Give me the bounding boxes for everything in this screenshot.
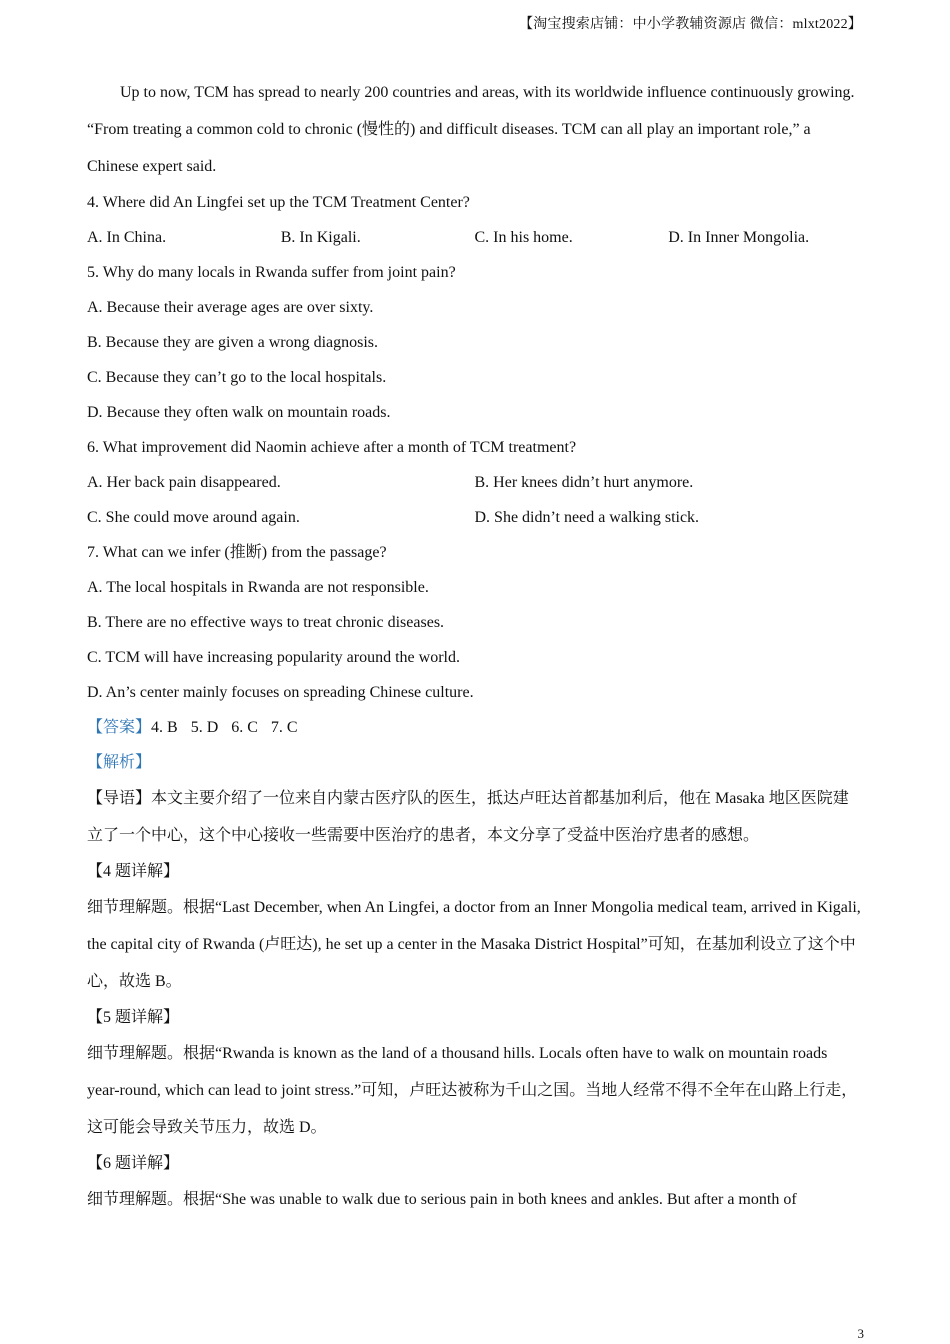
option-d: D. She didn’t need a walking stick. [474,509,700,526]
question-stem: 4. Where did An Lingfei set up the TCM Treatment Center? [87,194,470,211]
option-d: D. Because they often walk on mountain roads. [87,404,391,421]
question-options-row-2 [87,500,862,535]
option-c: C. Because they can’t go to the local hospitals. [87,369,387,386]
question-stem: 6. What improvement did Naomin achieve after a month of TCM treatment? [87,439,577,456]
answer-item: 5. D [190,719,219,736]
analysis-label: 【解析】 [87,754,152,771]
option-a: A. The local hospitals in Rwanda are not responsible. [87,579,429,596]
answer-line [87,710,862,745]
option-d: D. An’s center mainly focuses on spreading Chinese culture. [87,684,474,701]
option-a: A. Her back pain disappeared. [87,474,281,491]
option-c: C. She could move around again. [87,509,300,526]
detail-6-text: 细节理解题。根据“She was unable to walk due to serious pain in both knees and ankles. But after a month of [87,1191,797,1208]
answer-item: 7. C [270,719,298,736]
detail-6-title: 【6 题详解】 [87,1155,180,1172]
option-a: A. Because their average ages are over sixty. [87,299,374,316]
page-number: 3 [857,1326,864,1341]
detail-4-text: 细节理解题。根据“Last December, when An Lingfei, a doctor from an Inner Mongolia medical team, arrived in Kigali, the capital city of Rwanda (卢旺达), he set up a center in the Masaka District Hospital”可知，在基加利设立了这个中心，故选 B。 [87,899,861,990]
question-stem: 7. What can we infer (推断) from the passage? [87,544,387,561]
option-c: C. TCM will have increasing popularity around the world. [87,649,460,666]
option-a: A. In China. [87,229,167,246]
answer-label: 【答案】 [87,719,152,736]
option-b: B. Because they are given a wrong diagnosis. [87,334,379,351]
question-options-row-1 [87,465,862,500]
detail-5-title: 【5 题详解】 [87,1009,180,1026]
question-4 [87,185,862,255]
option-d: D. In Inner Mongolia. [668,229,810,246]
intro-paragraph: Up to now, TCM has spread to nearly 200 countries and areas, with its worldwide influence continuously growing. “From treating a common cold to chronic (慢性的) and difficult diseases. TCM can all play an important role,” a Chinese expert said. [87,84,855,175]
option-b: B. Her knees didn’t hurt anymore. [474,474,694,491]
option-b: B. In Kigali. [280,229,361,246]
question-stem: 5. Why do many locals in Rwanda suffer from joint pain? [87,264,456,281]
question-7 [87,535,862,710]
document-body [87,74,862,1218]
option-b: B. There are no effective ways to treat chronic diseases. [87,614,445,631]
option-c: C. In his home. [474,229,573,246]
question-6 [87,430,862,535]
page-header: 【淘宝搜索店铺：中小学教辅资源店 微信：mlxt2022】 [519,17,862,32]
detail-4-title: 【4 题详解】 [87,863,180,880]
answer-item: 6. C [231,719,258,736]
question-5 [87,255,862,430]
answer-item: 4. B [151,719,178,736]
question-options [87,220,862,255]
detail-5-text: 细节理解题。根据“Rwanda is known as the land of a thousand hills. Locals often have to walk on mountain roads year-round, which can lead to joint stress.”可知，卢旺达被称为千山之国。当地人经常不得不全年在山路上行走，这可能会导致关节压力，故选 D。 [87,1045,858,1136]
analysis-guide: 【导语】本文主要介绍了一位来自内蒙古医疗队的医生，抵达卢旺达首都基加利后，他在 Masaka 地区医院建立了一个中心，这个中心接收一些需要中医治疗的患者，本文分享了受益中医治疗患者的感想。 [87,790,849,844]
